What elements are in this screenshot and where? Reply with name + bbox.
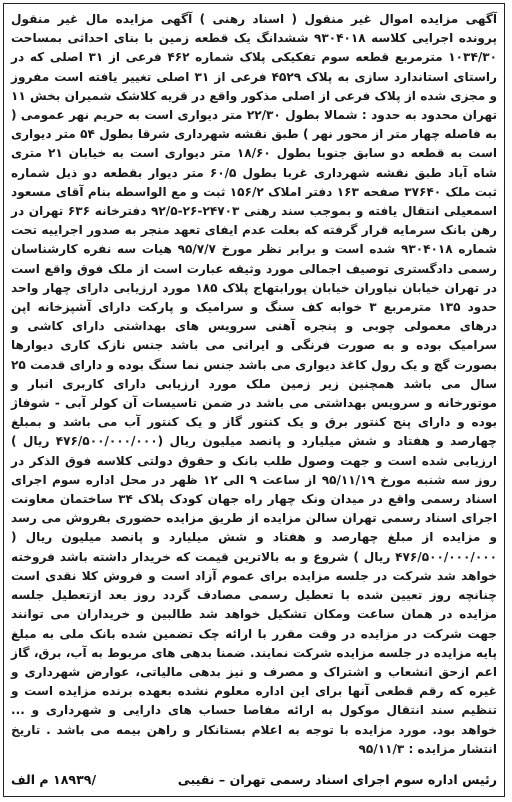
notice-body: آگهی مزایده اموال غیر منقول ( اسناد رهنی ) آگهی مزایده مال غیر منقول پرونده اجرایی کلاسه ۹۳۰۴۰۱۸ ششدانگ یک قطعه زمین با بنای احداثی بمساحت ۱۰۳۴/۳۰ مترمربع قطعه سوم تفکیکی پلاک شماره ۴۶۲ فرعی از ۳۱ اصلی که در راستای استاندارد سازی به پلاک ۴۵۲۹ فرعی از ۳۱ اصلی تغییر یافته است مفروز و مجزی شده از پلاک فرعی از اصلی مذکور واقع در قریه کلاشک شمیران بخش ۱۱ تهران محدود به حدود : شمالا بطول ۲۲/۳۰ متر دیواری است به حریم نهر عمومی ( به فاصله چهار متر از محور نهر ) طبق نقشه شهرداری شرقا بطول ۵۴ متر دیواری است به قطعه دو سابق جنوبا بطول ۱۸/۶۰ متر دیواری است به خیابان ۲۱ متری شاه آباد طبق نقشه شهرداری غربا بطول ۶۰/۵ متر دیوار بقطعه دو ذیل شماره ثبت ملک ۳۷۶۴۰ صفحه ۱۶۳ دفتر املاک ۱۵۶/۲ ثبت و مع الواسطه بنام آقای مسعود اسمعیلی انتقال یافته و بموجب سند رهنی ۲۴۷۰۳-۲۶-۹۲/۵ دفترخانه ۶۳۶ تهران در رهن بانک سرمایه قرار گرفته که بعلت عدم ایفای تعهد منجر به صدور اجراییه تحت شماره ۹۳۰۴۰۱۸ شده است و برابر نظر مورخ ۹۵/۷/۷ هیات سه نفره کارشناسان رسمی دادگستری توصیف اجمالی مورد وثیقه عبارت است از ملک فوق واقع است در تهران خیابان نیاوران خیابان پورابتهاج پلاک ۱۸۵ مورد ارزیابی دارای چهار واحد حدود ۱۳۵ مترمربع ۳ خوابه کف سنگ و سرامیک و پارکت دارای آشپزخانه اپن درهای معمولی چوبی و پنجره آهنی سرویس های بهداشتی دارای کاشی و سرامیک بوده و به صورت فرنگی و ایرانی می باشد جنس نازک کاری دیوارها بصورت گچ و یک رول کاغذ دیواری می باشد جنس نما سنگ بوده و دارای قدمت ۲۵ سال می باشد همچنین زیر زمین ملک مورد ارزیابی دارای کاربری انبار و موتورخانه و سرویس بهداشتی می باشد در ضمن تاسیسات آن کولر آبی - شوفاژ بوده و دارای پنج کنتور برق و یک کنتور گاز و یک کنتور آب می باشد و بمبلغ چهارصد و هفتاد و شش میلیارد و پانصد میلیون ریال (۴۷۶/۵۰۰/۰۰۰/۰۰۰ ریال ) ارزیابی شده است و جهت وصول طلب بانک و حقوق دولتی کلاسه فوق الذکر در روز سه شنبه مورخ ۹۵/۱۱/۱۹ از ساعت ۹ الی ۱۲ ظهر در محل اداره سوم اجرای اسناد رسمی واقع در میدان ونک چهار راه جهان کودک پلاک ۳۴ ساختمان معاونت اجرای اسناد رسمی تهران سالن مزایده از طریق مزایده حضوری بفروش می رسد و مزایده از مبلغ چهارصد و هفتاد و شش میلیارد و پانصد میلیون ریال ( ۴۷۶/۵۰۰/۰۰۰/۰۰۰ ریال ) شروع و به بالاترین قیمت که خریدار داشته باشد فروخته خواهد شد شرکت در جلسه مزایده برای عموم آزاد است و فروش کلا نقدی است چنانچه روز تعیین شده با تعطیل رسمی مصادف گردد روز بعد ازتعطیل جلسه مزایده در همان ساعت ومکان تشکیل خواهد شد طالبین و خریداران می توانند جهت شرکت در مزایده در وقت مقرر با ارائه چک تضمین شده بانک ملی به مبلغ پایه مزایده در جلسه مزایده شرکت نمایند. ضمنا بدهی های مربوط به آب، برق، گاز اعم ازحق انشعاب و اشتراک و مصرف و نیز بدهی مالیاتی، عوارض شهرداری و غیره که رقم قطعی آنها برای این اداره معلوم نشده بعهده برنده مزایده است و تنظیم سند انتقال موکول به ارائه مفاصا حساب های دارایی و شهرداری و ... خواهد بود. مورد مزایده با توجه به اعلام بستانکار و راهن بیمه می باشد . تاریخ انتشار مزایده : ۹۵/۱۱/۳	[11, 12, 498, 756]
signature-line: رئیس اداره سوم اجرای اسناد رسمی تهران – نقیبی	[177, 771, 497, 787]
notice-footer	[11, 768, 497, 790]
notice-code: /۱۸۹۳۹ م الف	[11, 771, 97, 787]
auction-notice	[3, 3, 505, 797]
